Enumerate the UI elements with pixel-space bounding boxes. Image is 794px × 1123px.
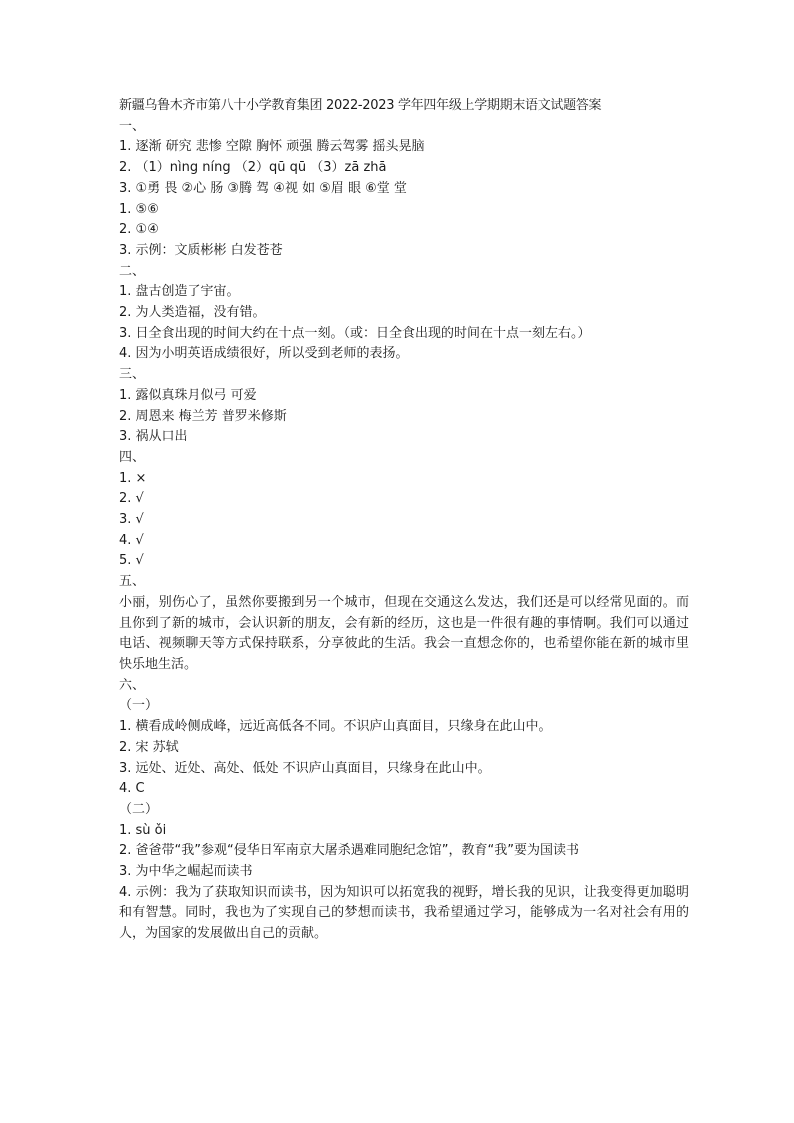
answer-line: 2. 爸爸带“我”参观“侵华日军南京大屠杀遇难同胞纪念馆”，教育“我”要为国读书 xyxy=(119,843,579,859)
answer-line: 1. 逐渐 研究 悲惨 空隙 胸怀 顽强 腾云驾雾 摇头晃脑 xyxy=(119,139,425,155)
answer-line: 5. √ xyxy=(119,553,144,569)
answer-line: 1. sù ǒi xyxy=(119,822,167,838)
answer-line: 1. × xyxy=(119,470,147,486)
answer-line: 4. √ xyxy=(119,532,144,548)
section-3-heading: 三、 xyxy=(119,367,146,383)
composition-paragraph: 小丽，别伤心了，虽然你要搬到另一个城市，但现在交通这么发达，我们还是可以经常见面的。而且你到了新的城市，会认识新的朋友，会有新的经历，这也是一件很有趣的事情啊。我们可以通过电话、视频聊天等方式保持联系，分享彼此的生活。我会一直想念你的，也希望你能在新的城市里快乐地生活。 xyxy=(119,594,689,672)
section-4-heading: 四、 xyxy=(119,449,146,465)
section-2-heading: 二、 xyxy=(119,263,146,279)
subsection-2-heading: （二） xyxy=(119,801,159,817)
subsection-1-heading: （一） xyxy=(119,698,159,714)
answer-line: 3. 为中华之崛起而读书 xyxy=(119,864,253,880)
answer-line: 3. 远处、近处、高处、低处 不识庐山真面目，只缘身在此山中。 xyxy=(119,760,491,776)
answer-line: 3. ①勇 畏 ②心 肠 ③腾 驾 ④视 如 ⑤眉 眼 ⑥堂 堂 xyxy=(119,180,407,196)
answer-line: 2. ①④ xyxy=(119,222,159,238)
document-title: 新疆乌鲁木齐市第八十小学教育集团 2022-2023 学年四年级上学期期末语文试题答案 xyxy=(119,98,602,113)
answer-line: 2. √ xyxy=(119,491,144,507)
answer-line: 1. 盘古创造了宇宙。 xyxy=(119,284,240,300)
answer-line: 2. （1）nìng níng （2）qū qū （3）zā zhā xyxy=(119,160,387,176)
answer-paragraph: 4. 示例：我为了获取知识而读书，因为知识可以拓宽我的视野，增长我的见识，让我变得更加聪明和有智慧。同时，我也为了实现自己的梦想而读书，我希望通过学习，能够成为一名对社会有用的人，为国家的发展做出自己的贡献。 xyxy=(119,884,689,942)
section-1-heading: 一、 xyxy=(119,118,146,134)
answer-line: 2. 为人类造福，没有错。 xyxy=(119,305,266,321)
answer-line: 2. 周恩来 梅兰芳 普罗米修斯 xyxy=(119,408,287,424)
answer-line: 1. 露似真珠月似弓 可爱 xyxy=(119,387,257,403)
answer-document xyxy=(119,96,689,945)
answer-line: 2. 宋 苏轼 xyxy=(119,739,179,755)
answer-line: 3. 日全食出现的时间大约在十点一刻。（或：日全食出现的时间在十点一刻左右。） xyxy=(119,325,591,341)
answer-line: 1. ⑤⑥ xyxy=(119,201,159,217)
answer-line: 1. 横看成岭侧成峰，远近高低各不同。不识庐山真面目，只缘身在此山中。 xyxy=(119,719,552,735)
answer-line: 3. 祸从口出 xyxy=(119,429,188,445)
answer-line: 3. √ xyxy=(119,512,144,528)
section-5-heading: 五、 xyxy=(119,574,146,590)
answer-line: 3. 示例：文质彬彬 白发苍苍 xyxy=(119,242,283,258)
section-6-heading: 六、 xyxy=(119,677,146,693)
answer-line: 4. 因为小明英语成绩很好，所以受到老师的表扬。 xyxy=(119,346,409,362)
answer-line: 4. C xyxy=(119,781,145,797)
